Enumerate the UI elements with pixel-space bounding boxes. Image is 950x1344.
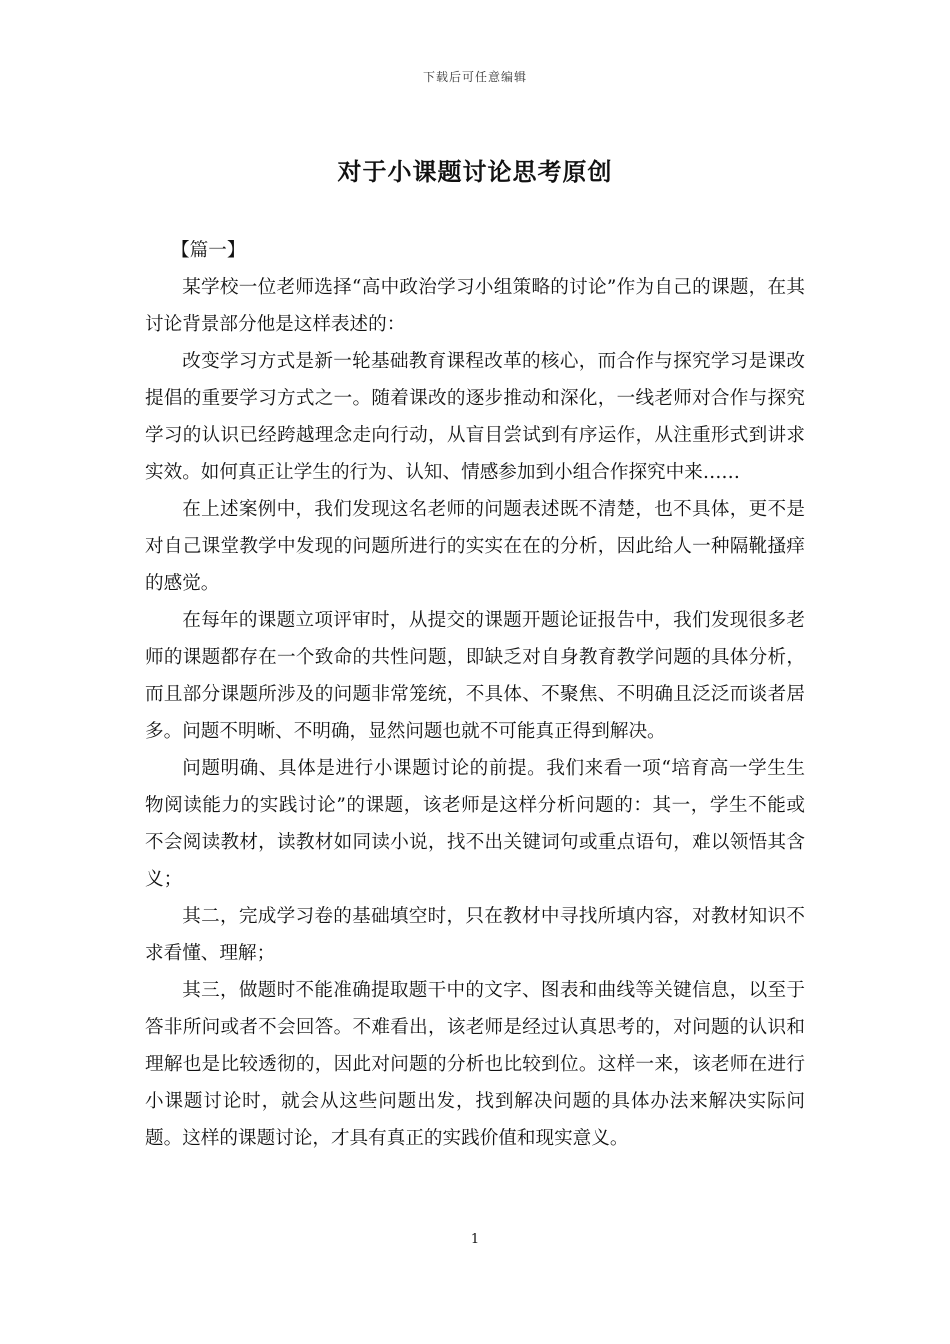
header-note: 下载后可任意编辑 xyxy=(422,70,527,84)
document-body xyxy=(145,232,805,1157)
paragraph: 在上述案例中，我们发现这名老师的问题表述既不清楚，也不具体，更不是对自己课堂教学中发现的问题所进行的实实在在的分析，因此给人一种隔靴搔痒的感觉。 xyxy=(145,499,805,594)
paragraph: 某学校一位老师选择“高中政治学习小组策略的讨论”作为自己的课题，在其讨论背景部分他是这样表述的： xyxy=(145,277,805,335)
section-label: 【篇一】 xyxy=(171,240,246,261)
document-title: 对于小课题讨论思考原创 xyxy=(337,157,613,186)
page-number: 1 xyxy=(470,1232,480,1247)
paragraph: 改变学习方式是新一轮基础教育课程改革的核心，而合作与探究学习是课改提倡的重要学习方式之一。随着课改的逐步推动和深化，一线老师对合作与探究学习的认识已经跨越理念走向行动，从盲目尝试到有序运作，从注重形式到讲求实效。如何真正让学生的行为、认知、情感参加到小组合作探究中来…… xyxy=(145,351,805,483)
paragraph: 其三，做题时不能准确提取题干中的文字、图表和曲线等关键信息，以至于答非所问或者不会回答。不难看出，该老师是经过认真思考的，对问题的认识和理解也是比较透彻的，因此对问题的分析也比较到位。这样一来，该老师在进行小课题讨论时，就会从这些问题出发，找到解决问题的具体办法来解决实际问题。这样的课题讨论，才具有真正的实践价值和现实意义。 xyxy=(145,980,805,1149)
paragraph: 在每年的课题立项评审时，从提交的课题开题论证报告中，我们发现很多老师的课题都存在一个致命的共性问题，即缺乏对自身教育教学问题的具体分析，而且部分课题所涉及的问题非常笼统，不具体、不聚焦、不明确且泛泛而谈者居多。问题不明晰、不明确，显然问题也就不可能真正得到解决。 xyxy=(145,610,805,742)
paragraph: 问题明确、具体是进行小课题讨论的前提。我们来看一项“培育高一学生生物阅读能力的实践讨论”的课题，该老师是这样分析问题的：其一，学生不能或不会阅读教材，读教材如同读小说，找不出关键词句或重点语句，难以领悟其含义； xyxy=(145,758,805,890)
paragraph: 其二，完成学习卷的基础填空时，只在教材中寻找所填内容，对教材知识不求看懂、理解； xyxy=(145,906,805,964)
